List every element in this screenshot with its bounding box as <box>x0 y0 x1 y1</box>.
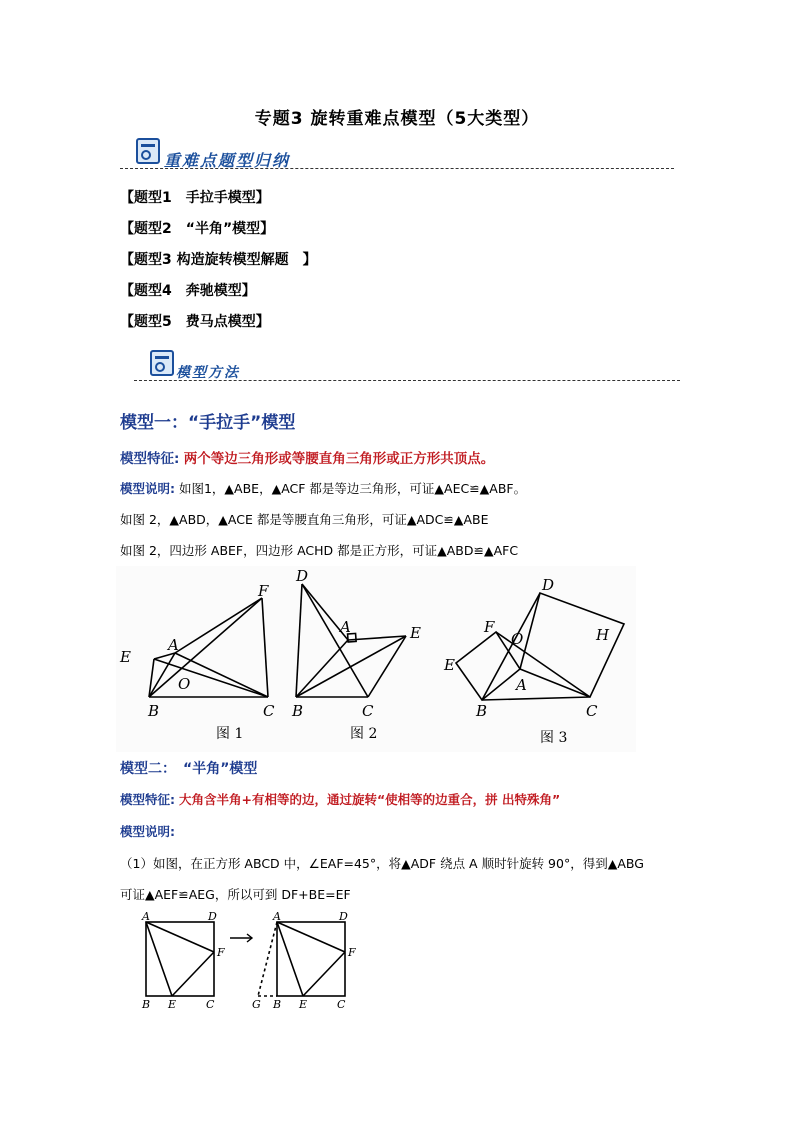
toc-item-1[interactable]: 【题型1 手拉手模型】 <box>120 190 270 206</box>
label-D: D <box>339 910 348 923</box>
label-C: C <box>263 702 275 720</box>
caption-fig3: 图 3 <box>540 730 568 746</box>
feature-label: 模型特征: <box>120 792 175 807</box>
label-G: G <box>252 998 261 1011</box>
label-A: A <box>340 618 351 636</box>
half-angle-figure-right <box>258 922 345 996</box>
toc-item-2[interactable]: 【题型2 “半角”模型】 <box>120 221 275 237</box>
model1-feature <box>120 447 494 467</box>
label-A: A <box>273 910 281 923</box>
caption-fig1: 图 1 <box>216 726 244 742</box>
section-header-methods <box>0 350 794 386</box>
section-header-key-types <box>0 138 794 174</box>
label-O: O <box>511 630 524 648</box>
desc-text: 如图1，▲ABE，▲ACF 都是等边三角形，可证▲AEC≌▲ABF。 <box>178 481 527 496</box>
feature-label: 模型特征: <box>120 451 180 467</box>
model2-figures <box>136 910 376 1012</box>
label-O: O <box>178 675 191 693</box>
label-E: E <box>410 624 421 642</box>
label-D: D <box>296 567 309 585</box>
label-C: C <box>362 702 374 720</box>
label-F: F <box>217 946 225 959</box>
half-angle-figure-left <box>146 922 214 996</box>
model2-desc-label: 模型说明: <box>120 824 175 839</box>
divider <box>120 168 674 169</box>
label-D: D <box>208 910 217 923</box>
label-F: F <box>348 946 356 959</box>
label-F: F <box>484 618 495 636</box>
section-heading: 模型方法 <box>176 365 240 381</box>
label-H: H <box>596 626 610 644</box>
model1-figures <box>116 566 636 752</box>
label-E: E <box>444 656 455 674</box>
model1-desc <box>120 479 526 497</box>
label-B: B <box>142 998 151 1011</box>
desc-label: 模型说明: <box>120 481 175 496</box>
model2-feature <box>120 790 560 808</box>
label-D: D <box>542 576 555 594</box>
label-A: A <box>168 636 179 654</box>
page-title: 专题3 旋转重难点模型（5大类型） <box>254 109 540 129</box>
toc-item-5[interactable]: 【题型5 费马点模型】 <box>120 314 270 330</box>
label-B: B <box>273 998 282 1011</box>
label-E: E <box>120 648 131 666</box>
model1-title: 模型一：“手拉手”模型 <box>120 413 296 433</box>
model2-title: 模型二： “半角”模型 <box>120 761 258 777</box>
label-B: B <box>476 702 488 720</box>
label-A: A <box>516 676 527 694</box>
label-B: B <box>148 702 160 720</box>
feature-text: 两个等边三角形或等腰直角三角形或正方形共顶点。 <box>183 451 495 467</box>
feature-text: 大角含半角+有相等的边，通过旋转“使相等的边重合，拼 出特殊角” <box>178 792 561 807</box>
label-E: E <box>299 998 308 1011</box>
model1-line2: 如图 2，▲ABD，▲ACE 都是等腰直角三角形，可证▲ADC≌▲ABE <box>120 512 489 527</box>
divider <box>134 380 680 381</box>
label-E: E <box>168 998 177 1011</box>
model2-line2: 可证▲AEF≌AEG，所以可到 DF+BE=EF <box>120 887 351 902</box>
label-A: A <box>142 910 150 923</box>
model1-line3: 如图 2，四边形 ABEF，四边形 ACHD 都是正方形，可证▲ABD≌▲AFC <box>120 543 519 558</box>
toc-item-4[interactable]: 【题型4 奔驰模型】 <box>120 283 256 299</box>
model2-line1: （1）如图，在正方形 ABCD 中，∠EAF=45°，将▲ADF 绕点 A 顺时针旋转 90°，得到▲ABG <box>120 856 644 871</box>
label-C: C <box>206 998 215 1011</box>
document-icon <box>150 350 174 376</box>
label-C: C <box>586 702 598 720</box>
document-icon <box>136 138 160 164</box>
caption-fig2: 图 2 <box>350 726 378 742</box>
arrow-icon <box>230 934 252 942</box>
label-F: F <box>258 582 269 600</box>
label-B: B <box>292 702 304 720</box>
section-heading: 重难点题型归纳 <box>164 151 291 170</box>
label-C: C <box>337 998 346 1011</box>
toc-item-3[interactable]: 【题型3 构造旋转模型解题 】 <box>120 252 317 268</box>
